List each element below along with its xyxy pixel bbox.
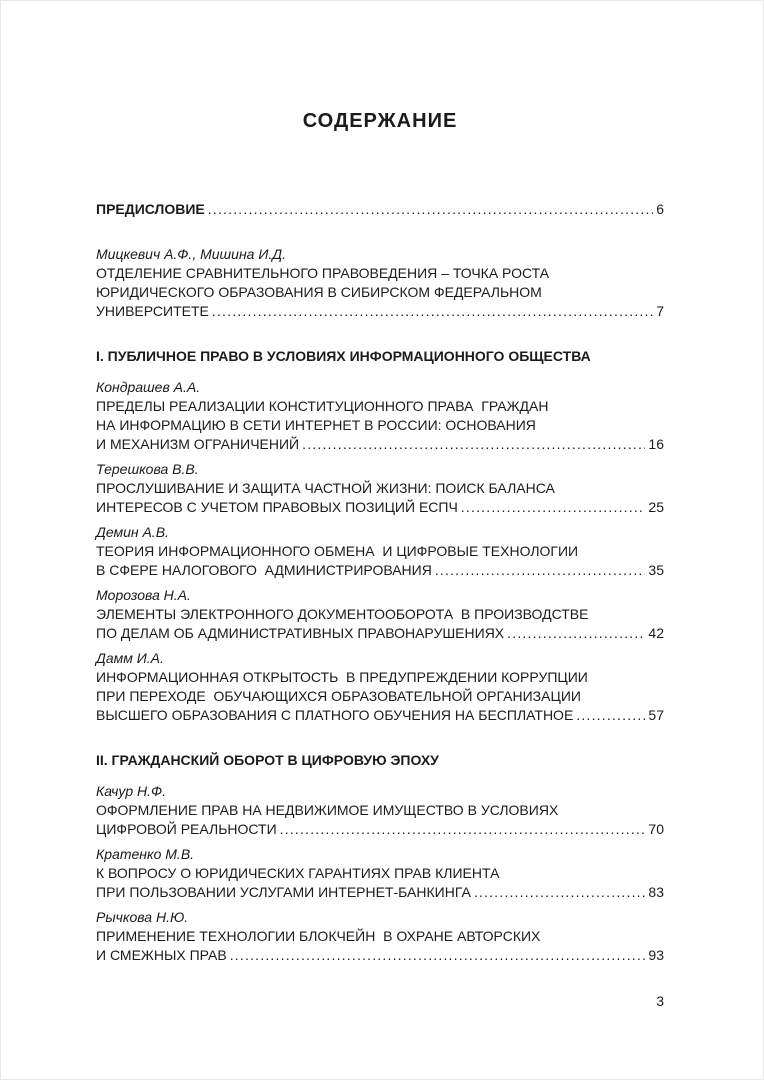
- toc-preface-row: [96, 200, 664, 219]
- dot-leader: [461, 498, 646, 517]
- entry-last-line-row: [96, 561, 664, 580]
- entry-title-text: И СМЕЖНЫХ ПРАВ: [96, 947, 227, 963]
- entry-title-text: В СФЕРЕ НАЛОГОВОГО АДМИНИСТРИРОВАНИЯ: [96, 562, 432, 578]
- entry-page-number: 25: [648, 499, 664, 515]
- entry-title-line: ЮРИДИЧЕСКОГО ОБРАЗОВАНИЯ В СИБИРСКОМ ФЕДЕРАЛЬНОМ: [96, 284, 542, 300]
- entry-authors: Дамм И.А.: [96, 650, 164, 666]
- entry-title-line: ПРОСЛУШИВАНИЕ И ЗАЩИТА ЧАСТНОЙ ЖИЗНИ: ПОИСК БАЛАНСА: [96, 480, 555, 496]
- dot-leader: [435, 561, 646, 580]
- toc-entry: [96, 782, 664, 839]
- entry-last-line-row: [96, 435, 664, 454]
- entry-title-text: УНИВЕРСИТЕТЕ: [96, 303, 209, 319]
- entry-title-line: ОТДЕЛЕНИЕ СРАВНИТЕЛЬНОГО ПРАВОВЕДЕНИЯ – ТОЧКА РОСТА: [96, 265, 550, 281]
- toc-content: [96, 1, 664, 971]
- entry-page-number: 42: [648, 625, 664, 641]
- entry-title-text: ВЫСШЕГО ОБРАЗОВАНИЯ С ПЛАТНОГО ОБУЧЕНИЯ НА БЕСПЛАТНОЕ: [96, 707, 574, 723]
- entry-title-line: ОФОРМЛЕНИЕ ПРАВ НА НЕДВИЖИМОЕ ИМУЩЕСТВО В УСЛОВИЯХ: [96, 802, 559, 818]
- entry-authors: Демин А.В.: [96, 524, 169, 540]
- entry-last-line-row: [96, 883, 664, 902]
- entry-title-text: ПО ДЕЛАМ ОБ АДМИНИСТРАТИВНЫХ ПРАВОНАРУШЕНИЯХ: [96, 625, 505, 641]
- entry-last-line-row: [96, 946, 664, 965]
- entry-last-line-row: [96, 820, 664, 839]
- footer-page-number: 3: [656, 993, 664, 1009]
- entry-authors: Кратенко М.В.: [96, 846, 195, 862]
- dot-leader: [302, 435, 645, 454]
- entry-title-line: ЭЛЕМЕНТЫ ЭЛЕКТРОННОГО ДОКУМЕНТООБОРОТА В ПРОИЗВОДСТВЕ: [96, 606, 589, 622]
- dot-leader: [212, 302, 653, 321]
- entry-page-number: 7: [656, 303, 664, 319]
- entry-last-line-row: [96, 302, 664, 321]
- toc-entry: [96, 523, 664, 580]
- entry-authors: Качур Н.Ф.: [96, 783, 167, 799]
- dot-leader: [280, 820, 646, 839]
- dot-leader: [507, 624, 645, 643]
- entry-title-line: ПРИМЕНЕНИЕ ТЕХНОЛОГИИ БЛОКЧЕЙН В ОХРАНЕ АВТОРСКИХ: [96, 928, 541, 944]
- toc-entry: [96, 845, 664, 902]
- entry-last-line-row: [96, 706, 664, 725]
- entry-page-number: 70: [648, 821, 664, 837]
- entry-title-text: И МЕХАНИЗМ ОГРАНИЧЕНИЙ: [96, 436, 300, 452]
- entry-page-number: 16: [648, 436, 664, 452]
- dot-leader: [230, 946, 646, 965]
- toc-entry: [96, 908, 664, 965]
- entry-title-line: НА ИНФОРМАЦИЮ В СЕТИ ИНТЕРНЕТ В РОССИИ: ОСНОВАНИЯ: [96, 417, 536, 433]
- entry-title-line: ИНФОРМАЦИОННАЯ ОТКРЫТОСТЬ В ПРЕДУПРЕЖДЕНИИ КОРРУПЦИИ: [96, 669, 588, 685]
- entry-page-number: 57: [648, 707, 664, 723]
- preface-page-number: 6: [656, 201, 664, 217]
- entry-title-text: ЦИФРОВОЙ РЕАЛЬНОСТИ: [96, 821, 277, 837]
- entry-authors: Морозова Н.А.: [96, 587, 191, 603]
- entry-title-text: ПРИ ПОЛЬЗОВАНИИ УСЛУГАМИ ИНТЕРНЕТ-БАНКИНГА: [96, 884, 471, 900]
- entry-last-line-row: [96, 624, 664, 643]
- entry-title-text: ИНТЕРЕСОВ С УЧЕТОМ ПРАВОВЫХ ПОЗИЦИЙ ЕСПЧ: [96, 499, 458, 515]
- entry-title-line: ТЕОРИЯ ИНФОРМАЦИОННОГО ОБМЕНА И ЦИФРОВЫЕ ТЕХНОЛОГИИ: [96, 543, 579, 559]
- section-heading: I. ПУБЛИЧНОЕ ПРАВО В УСЛОВИЯХ ИНФОРМАЦИОННОГО ОБЩЕСТВА: [96, 348, 591, 364]
- entry-authors: Мицкевич А.Ф., Мишина И.Д.: [96, 246, 286, 262]
- entry-authors: Рычкова Н.Ю.: [96, 909, 189, 925]
- dot-leader: [576, 706, 645, 725]
- toc-entry: [96, 378, 664, 454]
- entry-page-number: 83: [648, 884, 664, 900]
- entry-title-line: К ВОПРОСУ О ЮРИДИЧЕСКИХ ГАРАНТИЯХ ПРАВ КЛИЕНТА: [96, 865, 500, 881]
- dot-leader: [208, 200, 653, 219]
- preface-label: ПРЕДИСЛОВИЕ: [96, 201, 205, 217]
- toc-entry: [96, 586, 664, 643]
- entry-page-number: 93: [648, 947, 664, 963]
- toc-entry: [96, 460, 664, 517]
- toc-entry: [96, 649, 664, 725]
- entry-title-line: ПРЕДЕЛЫ РЕАЛИЗАЦИИ КОНСТИТУЦИОННОГО ПРАВА ГРАЖДАН: [96, 398, 549, 414]
- entry-last-line-row: [96, 498, 664, 517]
- entry-authors: Терешкова В.В.: [96, 461, 199, 477]
- dot-leader: [474, 883, 646, 902]
- page-title: СОДЕРЖАНИЕ: [302, 110, 458, 132]
- entry-page-number: 35: [648, 562, 664, 578]
- toc-entry: [96, 245, 664, 321]
- entry-title-line: ПРИ ПЕРЕХОДЕ ОБУЧАЮЩИХСЯ ОБРАЗОВАТЕЛЬНОЙ ОРГАНИЗАЦИИ: [96, 688, 581, 704]
- section-heading: II. ГРАЖДАНСКИЙ ОБОРОТ В ЦИФРОВУЮ ЭПОХУ: [96, 752, 439, 768]
- entry-authors: Кондрашев А.А.: [96, 379, 201, 395]
